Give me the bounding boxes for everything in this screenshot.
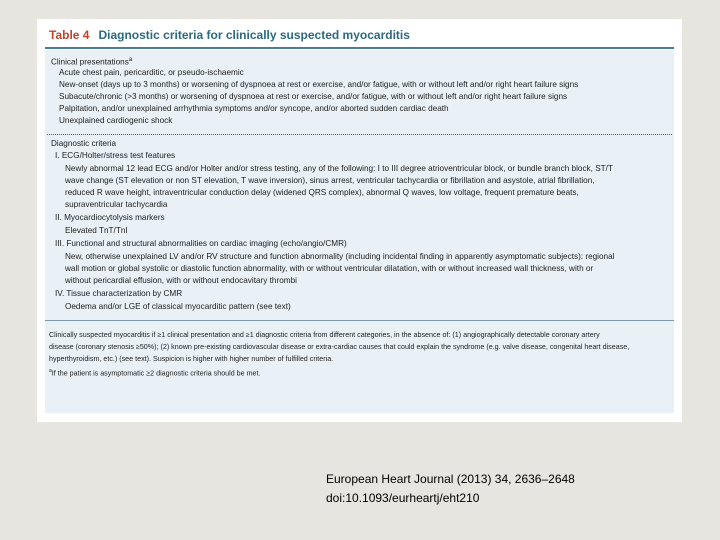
section-divider	[47, 134, 672, 135]
footnote-divider	[45, 320, 674, 321]
table-body	[45, 50, 674, 413]
footnote-line: $^a$If the patient is asymptomatic ≥2 diagnostic criteria should be met.	[49, 368, 261, 378]
criterion-text: reduced R wave height, intraventricular conduction delay (widened QRS complex), abnormal Q waves, low voltage, frequent premature beats,	[65, 188, 579, 197]
criterion-text: without pericardial effusion, with or without endocavitary thrombi	[65, 276, 297, 285]
citation-doi: doi:10.1093/eurheartj/eht210	[326, 491, 480, 505]
footnote-line: disease (coronary stenosis ≥50%); (2) known pre-existing cardiovascular disease or extra-cardiac causes that could explain the syndrome (e.g. valve disease, congenital heart disease,	[49, 343, 630, 351]
criterion-heading: I. ECG/Holter/stress test features	[55, 151, 176, 160]
clinical-item: New-onset (days up to 3 months) or worsening of dyspnoea at rest or exercise, and/or fatigue, with or without left and/or right heart failure signs	[59, 80, 579, 89]
criterion-text: New, otherwise unexplained LV and/or RV structure and function abnormality (including incidental finding in apparently asymptomatic subjects): regional	[65, 252, 615, 261]
table-title	[49, 28, 410, 42]
criterion-text: Newly abnormal 12 lead ECG and/or Holter and/or stress testing, any of the following: I to III degree atrioventricular block, or bundle branch block, ST/T	[65, 164, 613, 173]
footnote-line: hyperthyroidism, etc.) (see text). Suspicion is higher with higher number of fulfilled criteria.	[49, 355, 334, 363]
table-panel	[37, 19, 682, 422]
criterion-heading: III. Functional and structural abnormalities on cardiac imaging (echo/angio/CMR)	[55, 239, 347, 248]
clinical-item: Unexplained cardiogenic shock	[59, 116, 173, 125]
clinical-item: Acute chest pain, pericarditic, or pseudo-ischaemic	[59, 68, 244, 77]
criterion-text: wall motion or global systolic or diastolic function abnormality, with or without ventricular dilatation, with or without increased wall thickness, with or	[65, 264, 594, 273]
title-rule	[45, 47, 674, 49]
clinical-item: Palpitation, and/or unexplained arrhythmia symptoms and/or syncope, and/or aborted sudden cardiac death	[59, 104, 449, 113]
criterion-text: Elevated TnT/TnI	[65, 226, 128, 235]
citation-journal: European Heart Journal (2013) 34, 2636–2648	[326, 472, 575, 486]
diagnostic-criteria-heading: Diagnostic criteria	[51, 139, 117, 148]
table-title-text: Diagnostic criteria for clinically suspected myocarditis	[98, 28, 410, 42]
criterion-text: Oedema and/or LGE of classical myocarditic pattern (see text)	[65, 302, 291, 311]
criterion-heading: II. Myocardiocytolysis markers	[55, 213, 165, 222]
table-number: Table 4	[49, 28, 90, 42]
criterion-text: wave change (ST elevation or non ST elevation, T wave inversion), sinus arrest, ventricular tachycardia or fibrillation and asystole, atrial fibrillation,	[65, 176, 595, 185]
clinical-item: Subacute/chronic (>3 months) or worsening of dyspnoea at rest or exercise, and/or fatigue, with or without left and/or right heart failure signs	[59, 92, 568, 101]
clinical-presentations-heading: Clinical presentations$^a$	[51, 57, 133, 67]
criterion-text: supraventricular tachycardia	[65, 200, 168, 209]
criterion-heading: IV. Tissue characterization by CMR	[55, 289, 183, 298]
footnote-line: Clinically suspected myocarditis if ≥1 clinical presentation and ≥1 diagnostic criteria from different categories, in the absence of: (1) angiographically detectable coronary artery	[49, 331, 600, 339]
footnote-marker: a	[49, 368, 52, 374]
citation	[326, 470, 575, 508]
